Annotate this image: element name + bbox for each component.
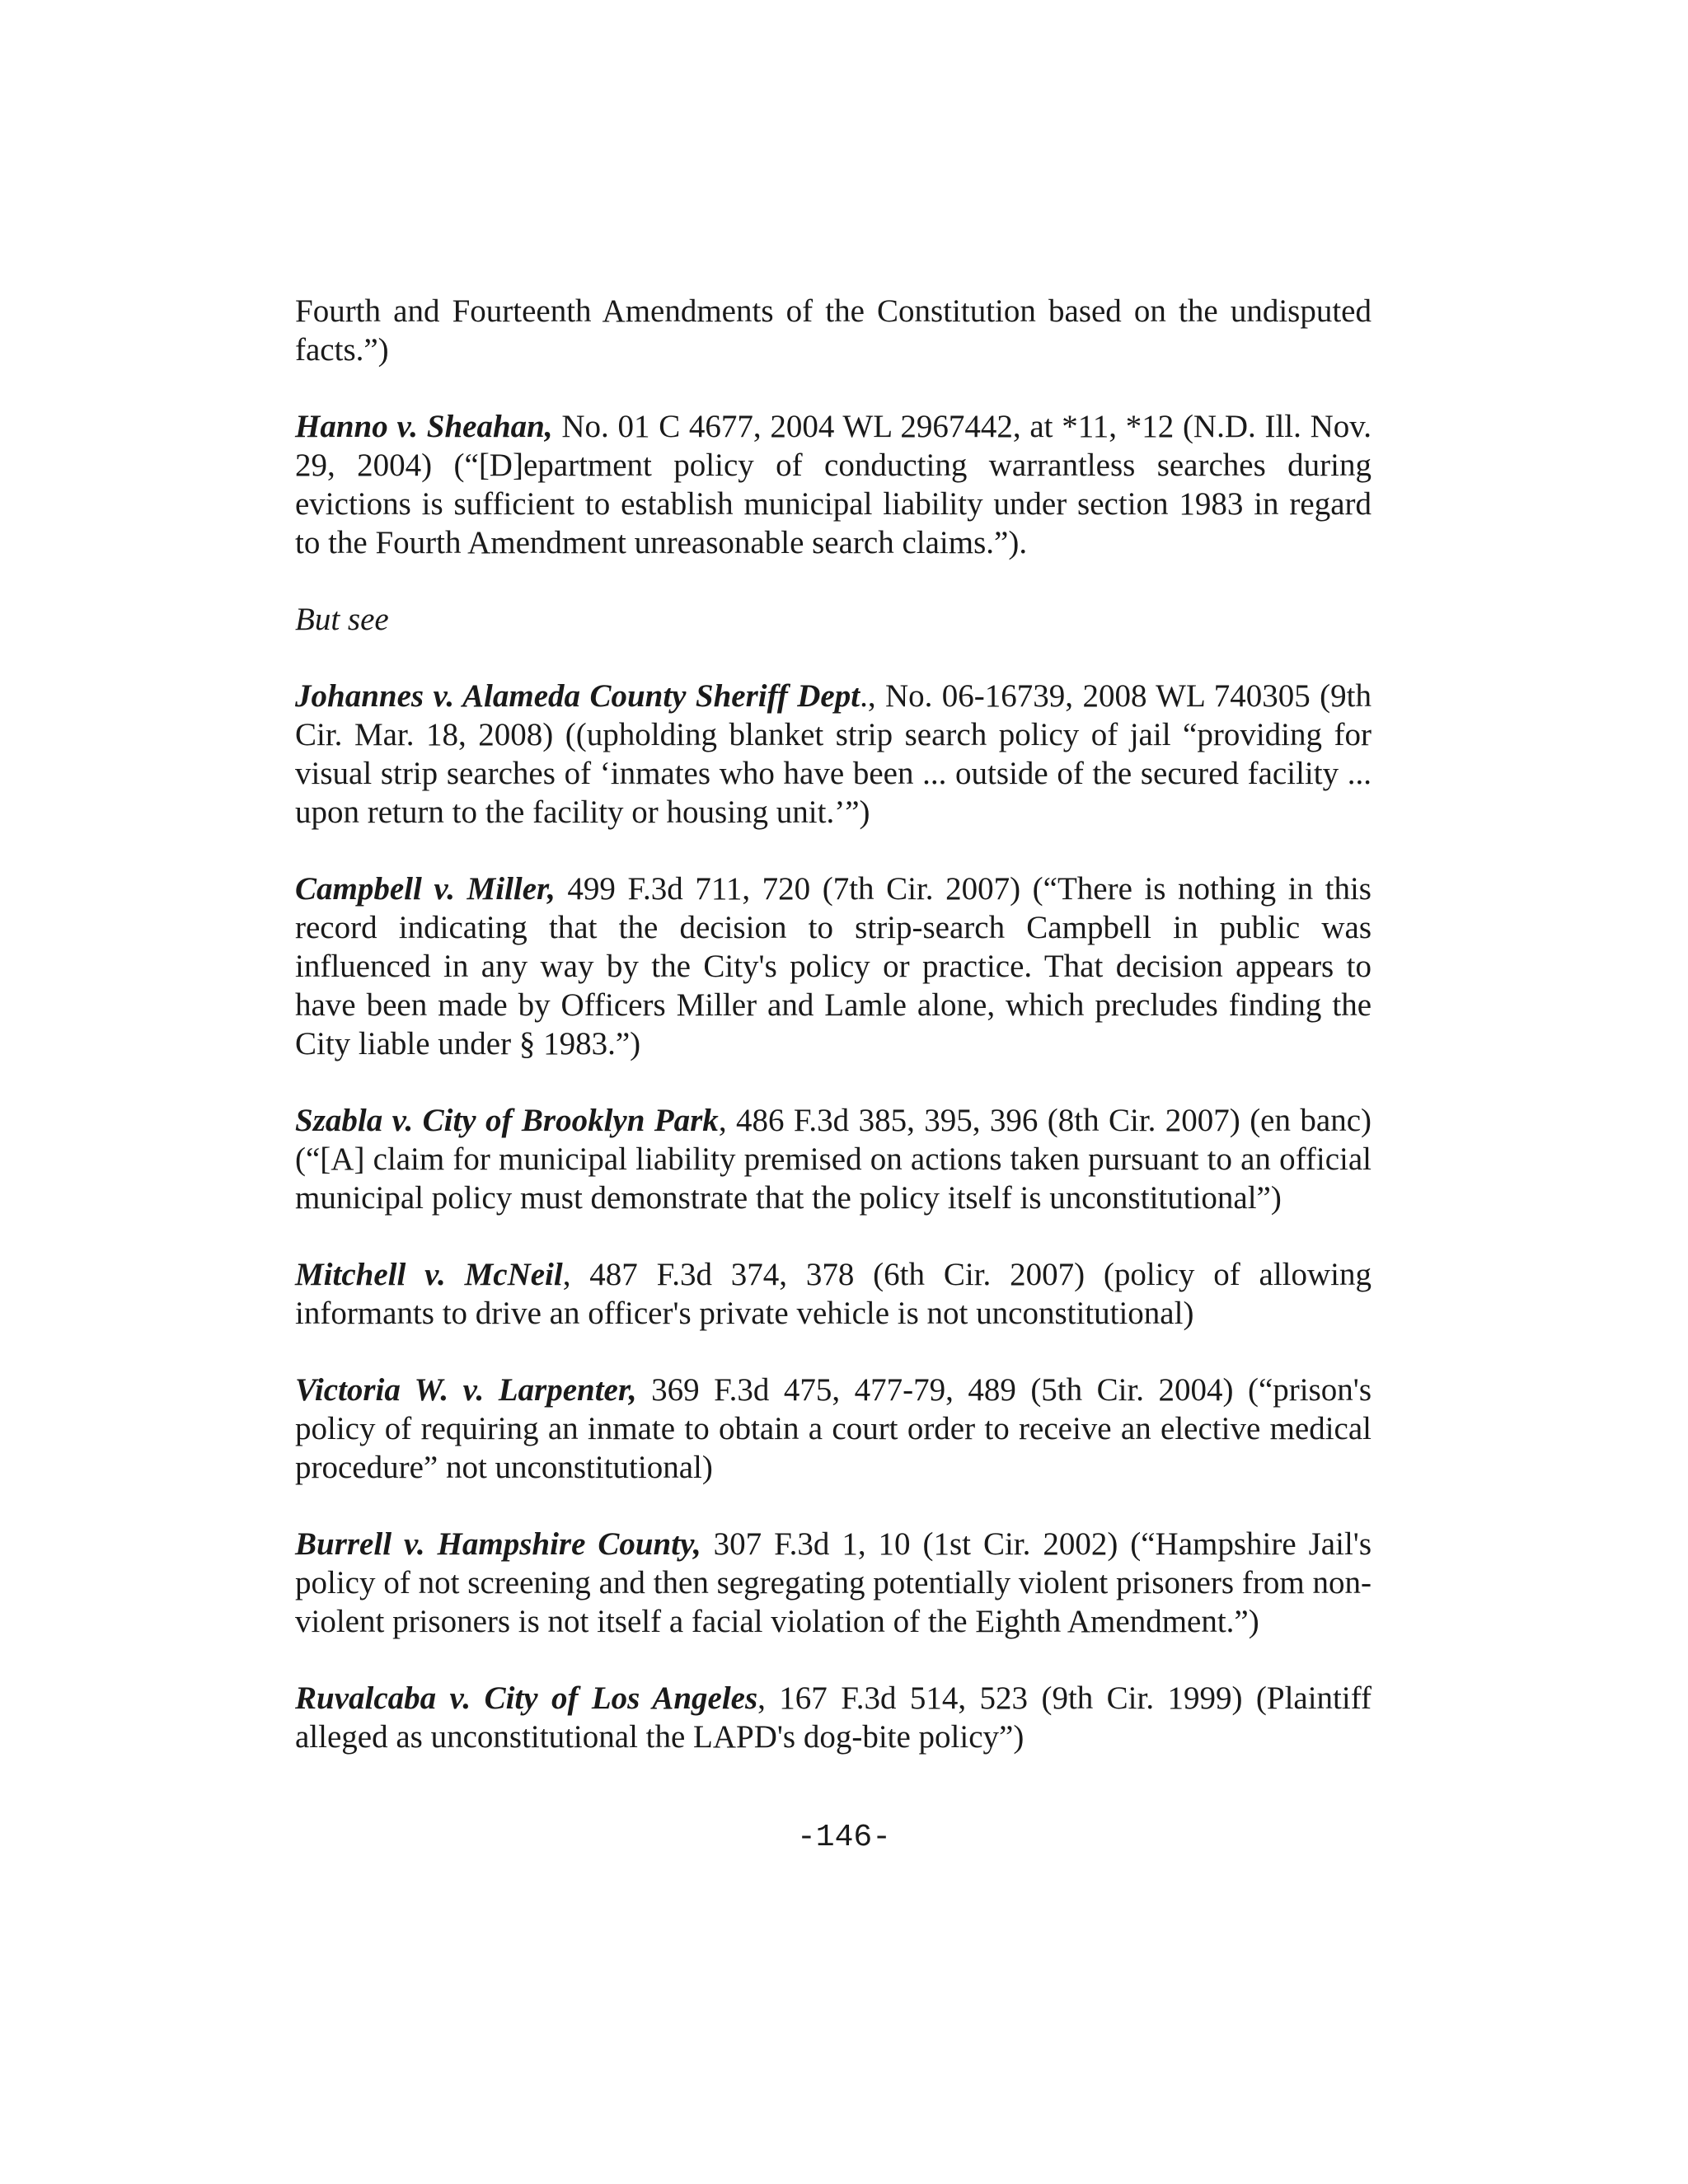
case-name: Mitchell v. McNeil: [295, 1257, 563, 1292]
citation-text: ., No. 06-16739, 2008 WL 740305 (9th Cir. Mar. 18, 2008) ((upholding blanket strip search policy of jail “providing for visual strip searches of ‘inmates who have been ... outside of the secured facility ... upon return to the facility or housing unit.’”): [295, 678, 1372, 830]
citation-hanno: [295, 407, 1372, 562]
citation-campbell: [295, 869, 1372, 1063]
citation-mitchell: [295, 1255, 1372, 1333]
citation-burrell: [295, 1525, 1372, 1641]
citation-text: No. 01 C 4677, 2004 WL 2967442, at *11, *12 (N.D. Ill. Nov. 29, 2004) (“[D]epartment policy of conducting warrantless searches during evictions is sufficient to establish municipal liability under section 1983 in regard to the Fourth Amendment unreasonable search claims.”).: [295, 409, 1372, 560]
citation-text: , 487 F.3d 374, 378 (6th Cir. 2007) (policy of allowing informants to drive an officer's private vehicle is not unconstitutional): [295, 1257, 1372, 1331]
citation-text: , 167 F.3d 514, 523 (9th Cir. 1999) (Plaintiff alleged as unconstitutional the LAPD's dog-bite policy”): [295, 1680, 1372, 1755]
citation-szabla: [295, 1101, 1372, 1217]
continuation-paragraph: [295, 292, 1372, 369]
signal-but-see: [295, 600, 1372, 639]
citation-ruvalcaba: [295, 1679, 1372, 1756]
signal-text: But see: [295, 602, 389, 637]
citation-text: , 486 F.3d 385, 395, 396 (8th Cir. 2007) (en banc)(“[A] claim for municipal liability premised on actions taken pursuant to an official municipal policy must demonstrate that the policy itself is unconstitutional”): [295, 1103, 1372, 1216]
case-name: Victoria W. v. Larpenter,: [295, 1372, 637, 1408]
case-name: Burrell v. Hampshire County,: [295, 1526, 701, 1562]
case-name: Campbell v. Miller,: [295, 871, 556, 907]
citation-johannes: [295, 677, 1372, 832]
case-name: Ruvalcaba v. City of Los Angeles: [295, 1680, 758, 1716]
citation-victoria: [295, 1371, 1372, 1487]
page-number: -146-: [796, 1820, 892, 1855]
citation-text: 499 F.3d 711, 720 (7th Cir. 2007) (“There is nothing in this record indicating that the decision to strip-search Campbell in public was influenced in any way by the City's policy or practice. That decision appears to have been made by Officers Miller and Lamle alone, which precludes finding the City liable under § 1983.”): [295, 871, 1372, 1062]
case-name: Hanno v. Sheahan,: [295, 409, 553, 444]
case-name: Szabla v. City of Brooklyn Park: [295, 1103, 719, 1138]
citation-text: Fourth and Fourteenth Amendments of the Constitution based on the undisputed facts.”): [295, 293, 1372, 368]
citation-text: 307 F.3d 1, 10 (1st Cir. 2002) (“Hampshire Jail's policy of not screening and then segregating potentially violent prisoners from non-violent prisoners is not itself a facial violation of the Eighth Amendment.”): [295, 1526, 1372, 1639]
case-name: Johannes v. Alameda County Sheriff Dept: [295, 678, 860, 714]
document-body: [295, 292, 1372, 1794]
citation-text: 369 F.3d 475, 477-79, 489 (5th Cir. 2004) (“prison's policy of requiring an inmate to obtain a court order to receive an elective medical procedure” not unconstitutional): [295, 1372, 1372, 1485]
